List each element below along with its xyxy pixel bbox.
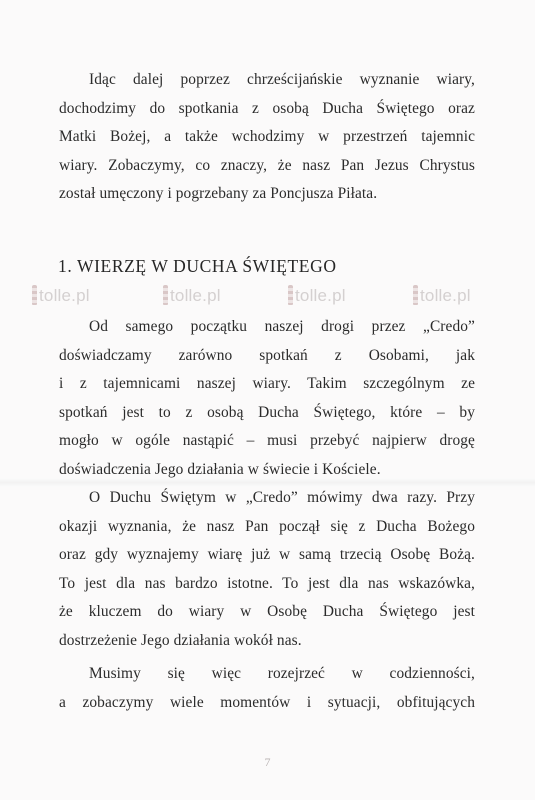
text-line: mogło w ogóle nastąpić – musi przebyć najpierw drogę (59, 432, 475, 450)
text-line: dochodzimy do spotkania z osobą Ducha Świętego oraz (59, 99, 475, 117)
lighthouse-icon (32, 285, 37, 305)
section-heading: 1. WIERZĘ W DUCHA ŚWIĘTEGO (58, 256, 337, 276)
text-line: doświadczamy zarówno spotkań z Osobami, jak (59, 346, 475, 364)
watermark: tolle.pl (163, 285, 221, 306)
paragraph-3 (59, 660, 475, 717)
text-line: Musimy się więc rozejrzeć w codzienności, (89, 665, 475, 682)
lighthouse-icon (413, 285, 418, 305)
text-line: wiary. Zobaczymy, co znaczy, że nasz Pan Jezus Chrystus (59, 156, 475, 174)
text-line: spotkań jest to z osobą Ducha Świętego, które – by (59, 403, 475, 421)
watermark-band (0, 283, 535, 311)
text-line: Idąc dalej poprzez chrześcijańskie wyznanie wiary, (89, 71, 475, 88)
text-line: i z tajemnicami naszej wiary. Takim szczególnym ze (59, 375, 475, 393)
text-line: doświadczenia Jego działania w świecie i Kościele. (59, 460, 381, 478)
text-line: oraz gdy wyznajemy wiarę już w samą trzecią Osobę Bożą. (59, 546, 475, 564)
watermark: tolle.pl (413, 285, 471, 306)
text-line: a zobaczymy wiele momentów i sytuacji, obfitujących (59, 693, 475, 711)
text-line: został umęczony i pogrzebany za Poncjusza Piłata. (59, 185, 378, 203)
text-line: okazji wyznania, że nasz Pan począł się z Ducha Bożego (59, 517, 475, 535)
paragraph-1 (59, 313, 475, 485)
text-line: że kluczem do wiary w Osobę Ducha Świętego jest (59, 603, 475, 621)
lighthouse-icon (163, 285, 168, 305)
text-line: Od samego początku naszej drogi przez „Credo” (89, 318, 475, 335)
paragraph-2 (59, 484, 475, 656)
watermark: tolle.pl (32, 285, 90, 306)
lighthouse-icon (288, 285, 293, 305)
text-line: Matki Bożej, a także wchodzimy w przestrzeń tajemnic (59, 128, 475, 146)
text-line: To jest dla nas bardzo istotne. To jest dla nas wskazówka, (59, 574, 475, 592)
text-line: dostrzeżenie Jego działania wokół nas. (59, 631, 302, 649)
text-line: O Duchu Świętym w „Credo” mówimy dwa razy. Przy (89, 489, 475, 506)
intro-paragraph (59, 66, 475, 209)
page-number: 7 (264, 755, 271, 769)
watermark: tolle.pl (288, 285, 346, 306)
